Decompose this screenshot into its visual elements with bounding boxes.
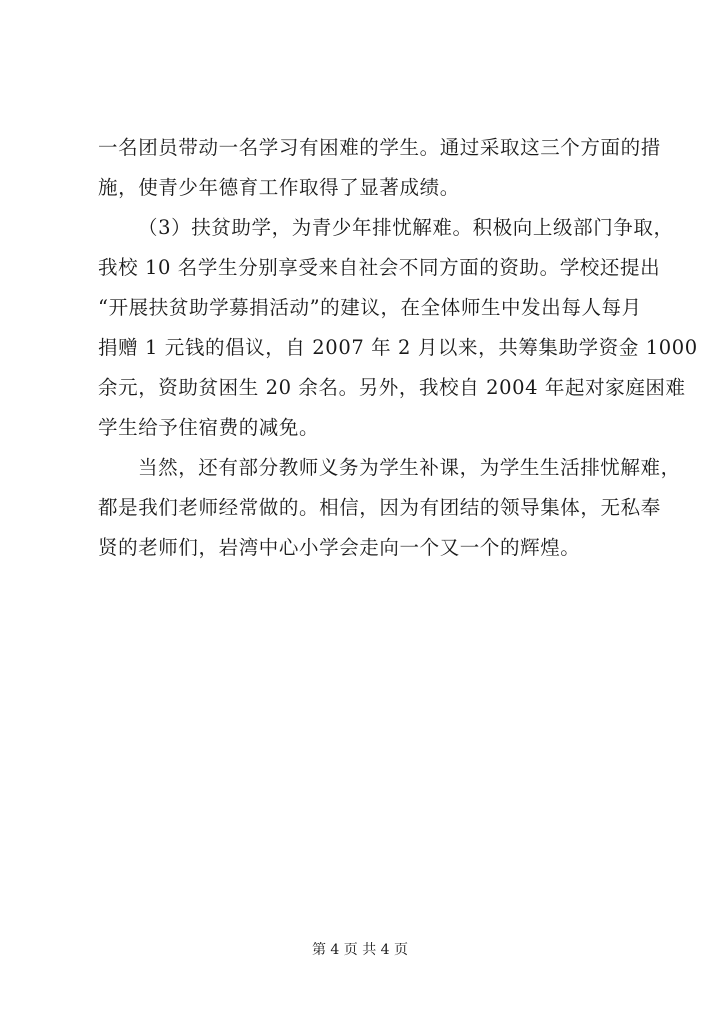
paragraph-line: 余元，资助贫困生 20 余名。另外，我校自 2004 年起对家庭困难 xyxy=(98,376,686,399)
paragraph-line: “开展扶贫助学募捐活动”的建议，在全体师生中发出每人每月 xyxy=(98,296,642,319)
paragraph-line: （3）扶贫助学，为青少年排忧解难。积极向上级部门争取， xyxy=(138,216,674,239)
paragraph-line: 施，使青少年德育工作取得了显著成绩。 xyxy=(98,176,460,199)
paragraph-line: 学生给予住宿费的减免。 xyxy=(98,416,320,439)
page-number-footer: 第 4 页 共 4 页 xyxy=(311,942,409,958)
paragraph-line: 捐赠 1 元钱的倡议，自 2007 年 2 月以来，共筹集助学资金 1000 xyxy=(98,336,698,359)
paragraph-line: 都是我们老师经常做的。相信，因为有团结的领导集体，无私奉 xyxy=(98,496,661,519)
paragraph-line: 当然，还有部分教师义务为学生补课，为学生生活排忧解难， xyxy=(138,456,681,479)
paragraph-line: 贤的老师们，岩湾中心小学会走向一个又一个的辉煌。 xyxy=(98,536,581,559)
paragraph-line: 我校 10 名学生分别享受来自社会不同方面的资助。学校还提出 xyxy=(98,256,661,279)
paragraph-line: 一名团员带动一名学习有困难的学生。通过采取这三个方面的措 xyxy=(98,136,661,159)
